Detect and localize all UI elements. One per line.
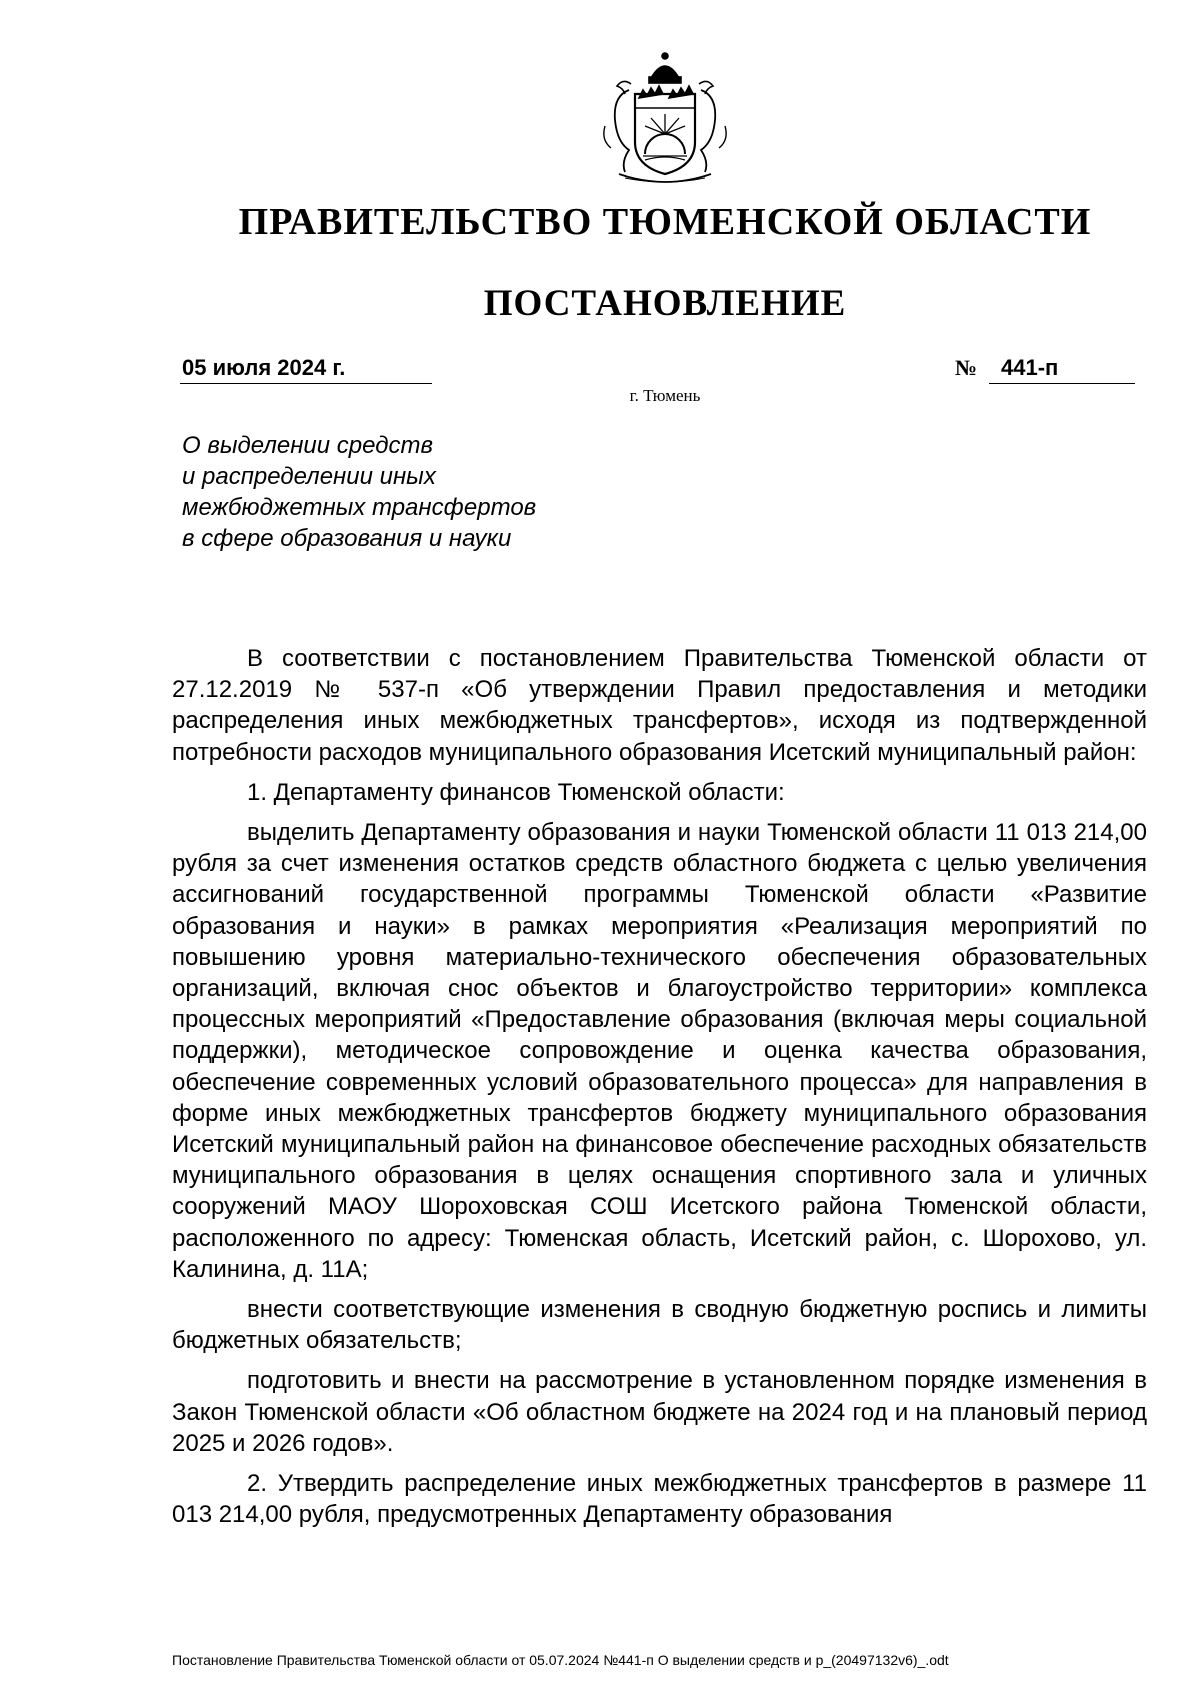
subject-line: О выделении средств xyxy=(182,432,434,459)
subject-line: и распределении иных xyxy=(182,463,436,490)
document-subject xyxy=(182,430,536,554)
document-date: 05 июля 2024 г. xyxy=(180,355,432,384)
body-paragraph: выделить Департаменту образования и науки Тюменской области 11 013 214,00 рубля за счет изменения остатков средств областного бюджета с целью увеличения ассигнований государственной программы Тюменской области «Развитие образования и науки» в рамках мероприятия «Реализация мероприятий по повышению уровня материально-технического обеспечения образовательных организаций, включая снос объектов и благоустройство территории» комплекса процессных мероприятий «Предоставление образования (включая меры социальной поддержки), методическое сопровождение и оценка качества образования, обеспечение современных условий образовательного процесса» для направления в форме иных межбюджетных трансфертов бюджету муниципального образования Исетский муниципальный район на финансовое обеспечение расходных обязательств муниципального образования в целях оснащения спортивного зала и уличных сооружений МАОУ Шороховская СОШ Исетского района Тюменской области, расположенного по адресу: Тюменская область, Исетский район, с. Шорохово, ул. Калинина, д. 11А; xyxy=(172,819,1147,1283)
body-paragraph: В соответствии с постановлением Правительства Тюменской области от 27.12.2019 № 537-п «Об утверждении Правил предоставления и методики распределения иных межбюджетных трансфертов», исходя из подтвержденной потребности расходов муниципального образования Исетский муниципальный район: xyxy=(172,645,1147,766)
body-paragraph: подготовить и внести на рассмотрение в установленном порядке изменения в Закон Тюменской области «Об областном бюджете на 2024 год и на плановый период 2025 и 2026 годов». xyxy=(172,1367,1147,1457)
document-body xyxy=(172,643,1147,1539)
body-paragraph: внести соответствующие изменения в сводную бюджетную роспись и лимиты бюджетных обязательств; xyxy=(172,1296,1147,1355)
number-label: № xyxy=(955,355,978,380)
page-footer: Постановление Правительства Тюменской области от 05.07.2024 №441-п О выделении средств и р_(20497132v6)_.odt xyxy=(172,1652,949,1668)
body-paragraph: 2. Утвердить распределение иных межбюджетных трансфертов в размере 11 013 214,00 рубля, предусмотренных Департаменту образования xyxy=(172,1470,1147,1529)
subject-line: в сфере образования и науки xyxy=(182,525,512,552)
body-paragraph: 1. Департаменту финансов Тюменской области: xyxy=(247,778,785,806)
subject-line: межбюджетных трансфертов xyxy=(182,494,537,521)
organization-title: ПРАВИТЕЛЬСТВО ТЮМЕНСКОЙ ОБЛАСТИ xyxy=(238,201,1092,243)
document-type-title: ПОСТАНОВЛЕНИЕ xyxy=(483,283,847,324)
document-city: г. Тюмень xyxy=(629,386,701,405)
document-number: 441-п xyxy=(989,355,1135,384)
coat-of-arms-icon xyxy=(595,50,735,186)
